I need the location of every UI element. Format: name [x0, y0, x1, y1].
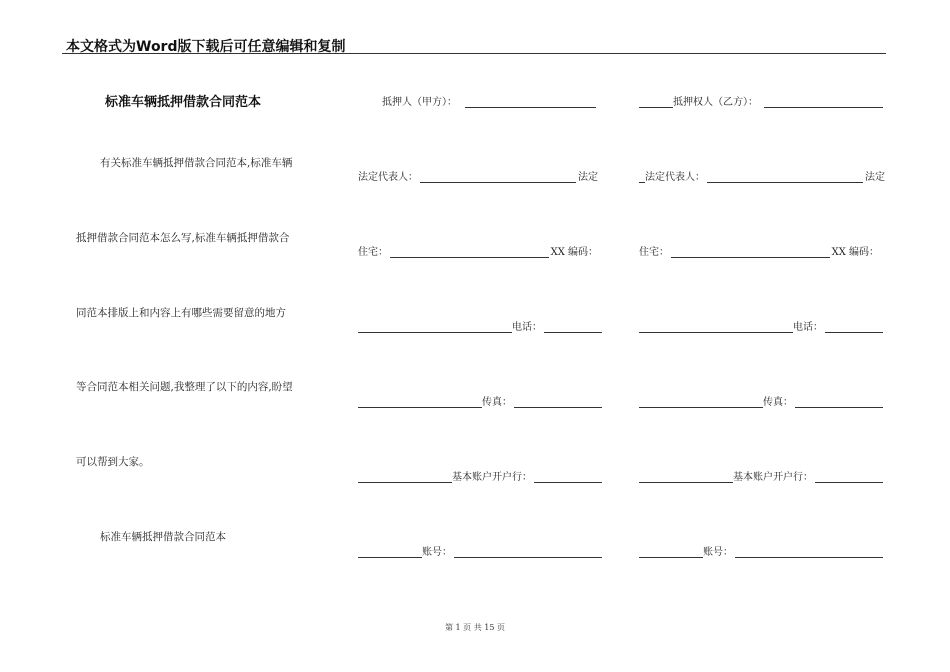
party-a-phone-prefix-blank	[358, 322, 512, 333]
party-a-account-blank	[454, 547, 602, 558]
party-b-account-row	[639, 543, 885, 558]
party-b-fax-row	[639, 393, 885, 408]
intro-line-4: 等合同范本相关问题,我整理了以下的内容,盼望	[76, 381, 293, 393]
party-b-residence-row	[639, 243, 879, 258]
party-b-account-blank	[735, 547, 883, 558]
party-a-residence-label: 住宅：	[358, 247, 388, 258]
party-a-phone-blank	[544, 322, 602, 333]
party-b-postcode-label: XX 编码：	[831, 247, 879, 258]
party-b-phone-row	[639, 318, 885, 333]
party-b-legal-rep-row	[639, 168, 885, 183]
party-a-bank-prefix-blank	[358, 472, 452, 483]
party-a-legal-rep-blank	[420, 172, 576, 183]
party-a-phone-label: 电话：	[512, 322, 542, 333]
party-b-fax-label: 传真：	[763, 397, 793, 408]
party-b-residence-blank	[671, 247, 830, 258]
party-a-fax-label: 传真：	[482, 397, 512, 408]
party-a-phone-row	[358, 318, 604, 333]
party-b-account-label: 账号：	[703, 547, 733, 558]
intro-line-5: 可以帮到大家。	[76, 456, 150, 468]
document-subtitle: 标准车辆抵押借款合同范本	[100, 531, 226, 543]
party-b-bank-row	[639, 468, 885, 483]
header-title: 本文格式为Word版下载后可任意编辑和复制	[66, 39, 346, 55]
document-title: 标准车辆抵押借款合同范本	[105, 95, 262, 110]
party-b-legal-rep-label: 法定代表人：	[645, 172, 705, 183]
page-number: 第 1 页 共 15 页	[445, 623, 505, 632]
party-b-name-blank	[764, 97, 883, 108]
party-a-legal-rep-tail: 法定	[578, 172, 598, 183]
party-b-residence-label: 住宅：	[639, 247, 669, 258]
party-a-postcode-label: XX 编码：	[550, 247, 598, 258]
party-b-phone-prefix-blank	[639, 322, 793, 333]
party-a-bank-row	[358, 468, 604, 483]
party-b-prefix-blank	[639, 97, 673, 108]
party-a-legal-rep-row	[358, 168, 598, 183]
party-b-bank-label: 基本账户开户行：	[733, 472, 813, 483]
party-b-account-prefix-blank	[639, 547, 703, 558]
party-a-account-label: 账号：	[422, 547, 452, 558]
party-b-legal-rep-blank	[707, 172, 863, 183]
party-a-account-prefix-blank	[358, 547, 422, 558]
party-b-phone-blank	[825, 322, 883, 333]
party-a-bank-blank	[534, 472, 602, 483]
intro-line-1: 有关标准车辆抵押借款合同范本,标准车辆	[100, 157, 293, 169]
party-a-account-row	[358, 543, 604, 558]
header-divider	[62, 53, 886, 54]
party-a-legal-rep-label: 法定代表人：	[358, 172, 418, 183]
party-b-bank-blank	[815, 472, 883, 483]
party-a-fax-row	[358, 393, 604, 408]
party-a-heading: 抵押人（甲方）：	[382, 97, 457, 108]
party-a-residence-blank	[390, 247, 549, 258]
party-b-phone-label: 电话：	[793, 322, 823, 333]
intro-line-3: 同范本排版上和内容上有哪些需要留意的地方	[76, 307, 286, 319]
party-a-name-blank	[465, 97, 596, 108]
party-a-residence-row	[358, 243, 598, 258]
party-b-bank-prefix-blank	[639, 472, 733, 483]
party-b-heading-row	[639, 93, 885, 108]
party-a-heading-row	[382, 93, 598, 108]
party-a-fax-blank	[514, 397, 602, 408]
party-b-legal-rep-tail: 法定	[865, 172, 885, 183]
intro-line-2: 抵押借款合同范本怎么写,标准车辆抵押借款合	[76, 232, 290, 244]
party-b-fax-prefix-blank	[639, 397, 763, 408]
party-a-bank-label: 基本账户开户行：	[452, 472, 532, 483]
party-b-heading: 抵押权人（乙方）：	[673, 97, 758, 108]
party-a-fax-prefix-blank	[358, 397, 482, 408]
party-b-fax-blank	[795, 397, 883, 408]
